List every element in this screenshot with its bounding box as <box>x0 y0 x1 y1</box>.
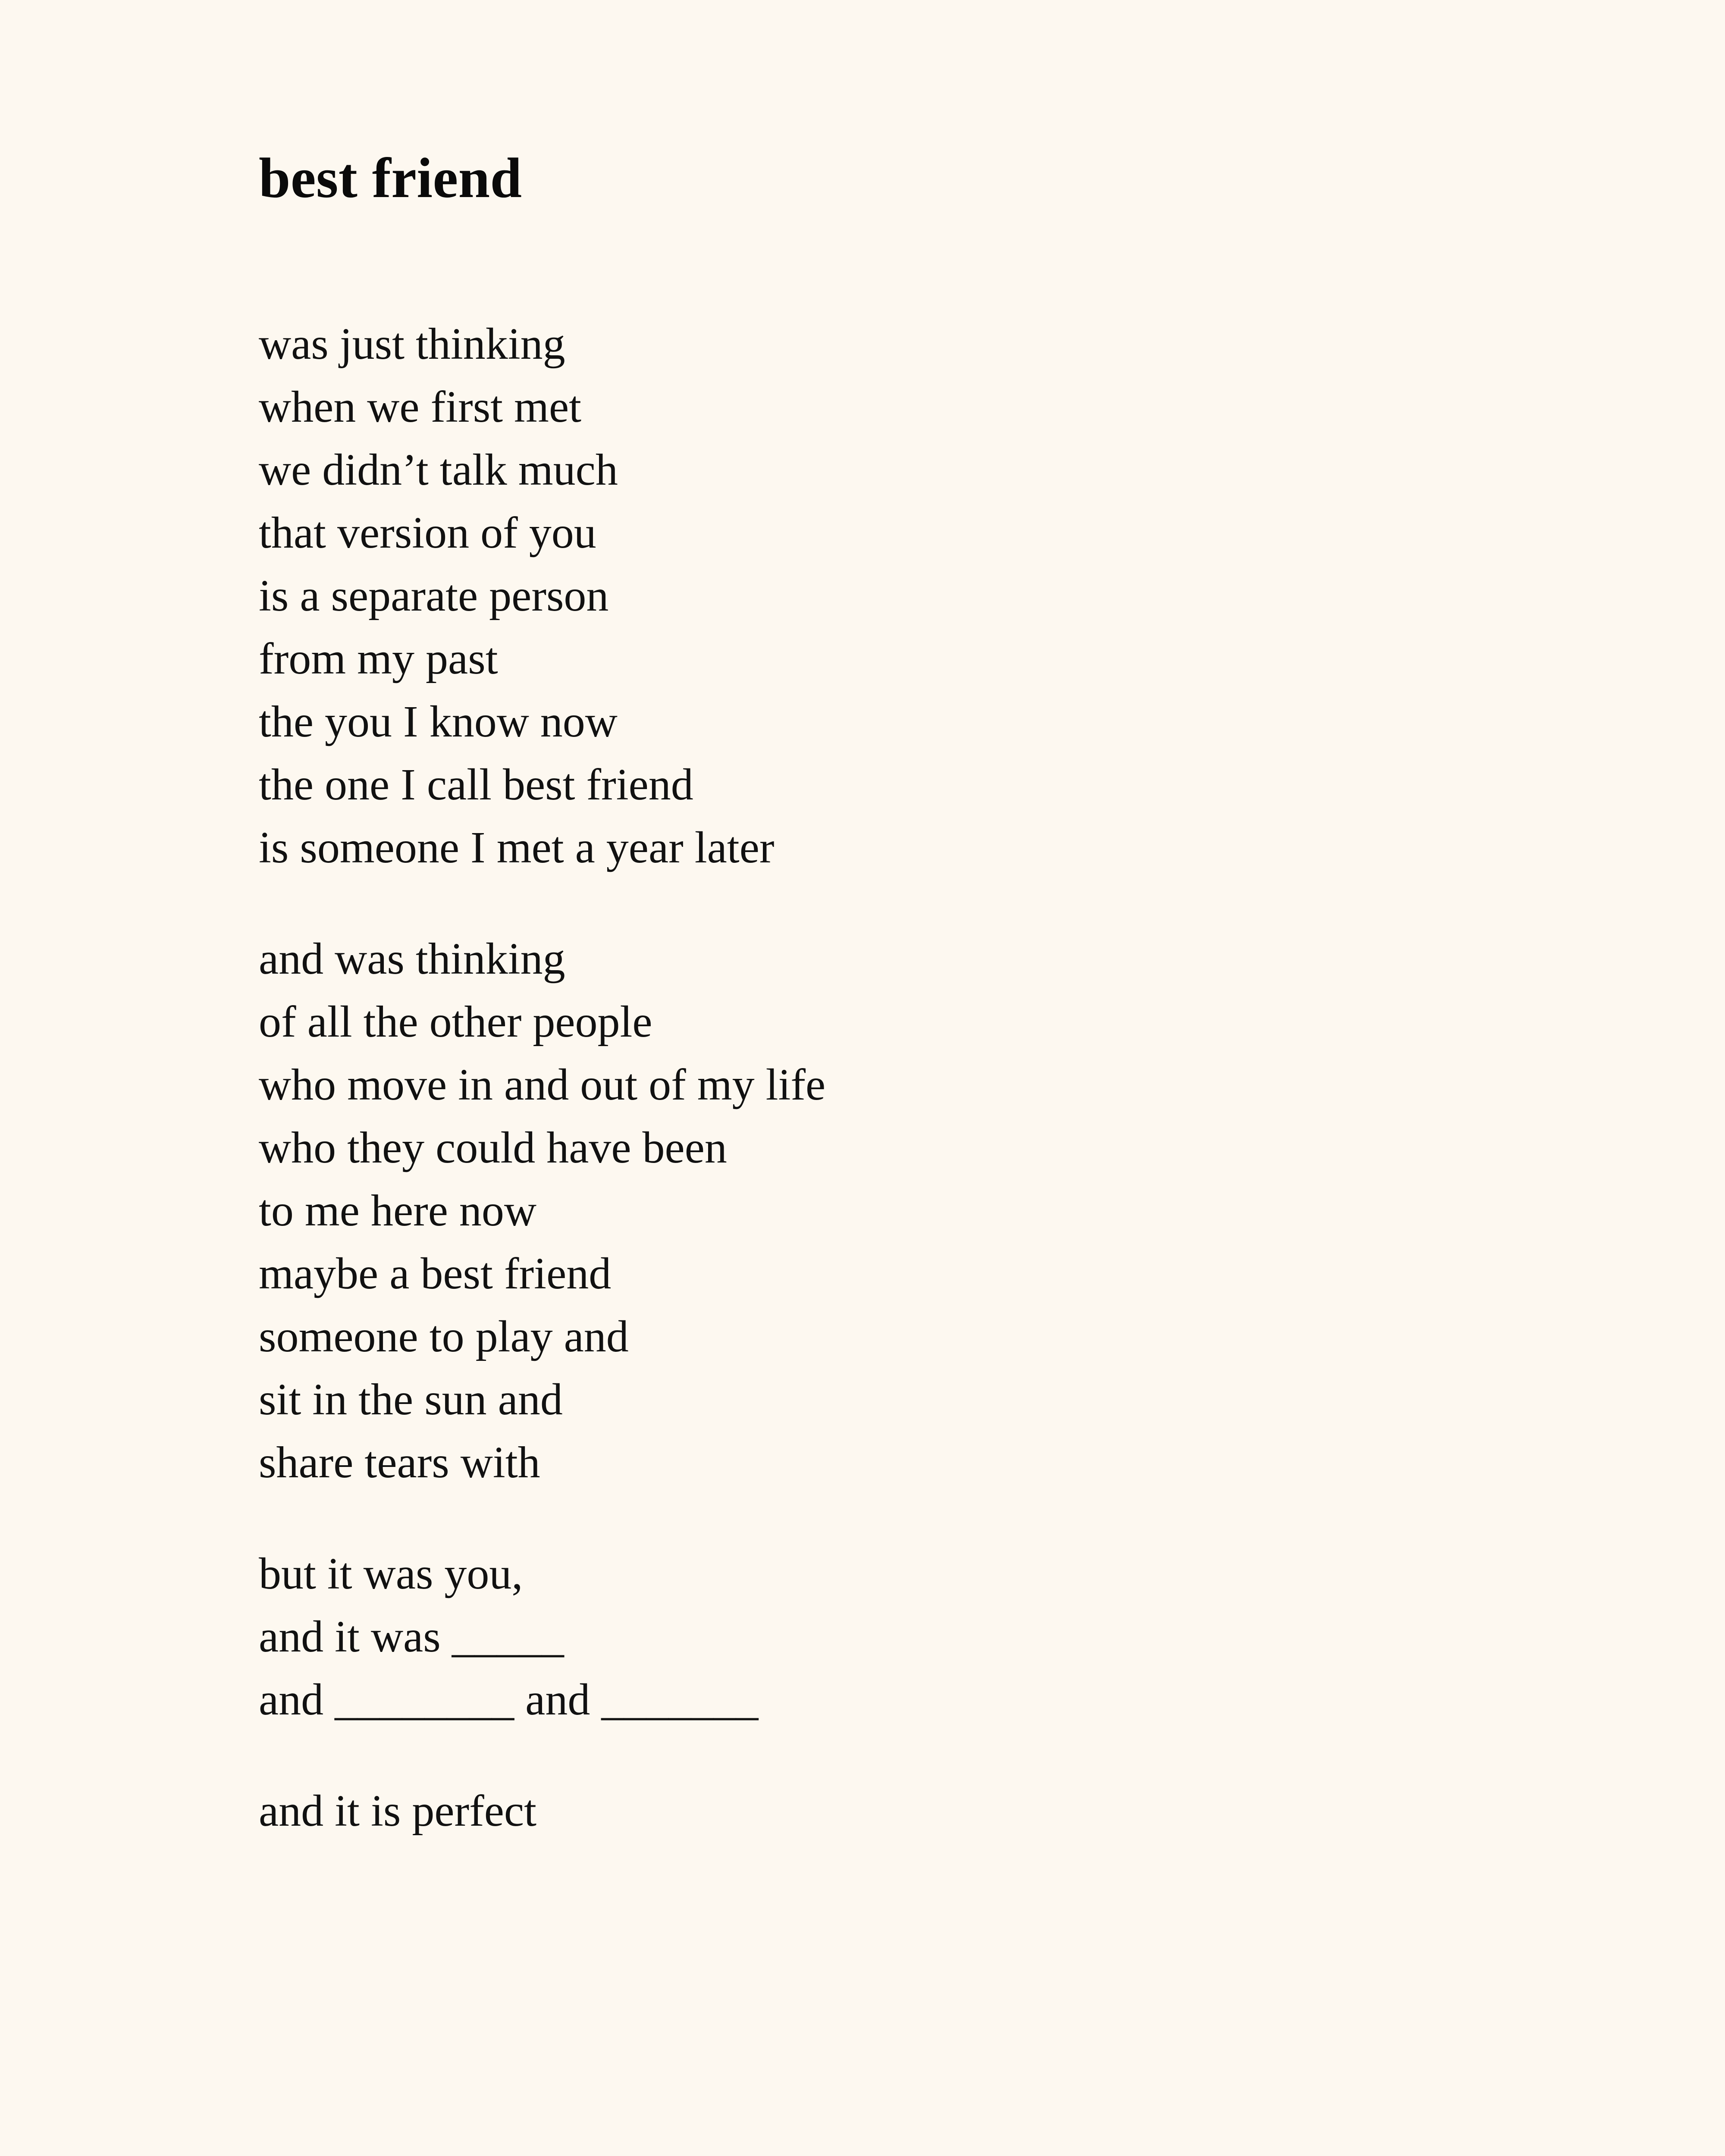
poem-stanza-2 <box>259 928 1725 1494</box>
poem-line: is a separate person <box>259 571 609 621</box>
poem-line: someone to play and <box>259 1312 629 1362</box>
poem-line: and it was _____ <box>259 1612 564 1662</box>
poem-line: sit in the sun and <box>259 1375 563 1425</box>
poem-line: the one I call best friend <box>259 760 693 810</box>
poem-line: who they could have been <box>259 1123 727 1173</box>
page-title: best friend <box>259 146 522 210</box>
poem-line: and ________ and _______ <box>259 1675 759 1725</box>
poem-line: to me here now <box>259 1186 537 1236</box>
poem-line: of all the other people <box>259 997 652 1047</box>
poem-line: and was thinking <box>259 934 565 984</box>
poem-line: when we first met <box>259 382 582 432</box>
poem-stanza-1 <box>259 313 1725 879</box>
poem-line: was just thinking <box>259 319 565 369</box>
poem-line: is someone I met a year later <box>259 823 775 873</box>
poem-line: that version of you <box>259 508 596 558</box>
poem-stanza-4 <box>259 1780 1725 1843</box>
poem-stanza-3 <box>259 1542 1725 1731</box>
poem-body <box>259 313 1725 1843</box>
poem-line: the you I know now <box>259 697 618 747</box>
poem-line: maybe a best friend <box>259 1249 612 1299</box>
poem-line: and it is perfect <box>259 1786 536 1836</box>
poem-line: we didn’t talk much <box>259 445 618 495</box>
poem-line: from my past <box>259 634 498 684</box>
poem-line: share tears with <box>259 1438 540 1488</box>
poem-line: who move in and out of my life <box>259 1060 826 1110</box>
poem-line: but it was you, <box>259 1549 523 1599</box>
